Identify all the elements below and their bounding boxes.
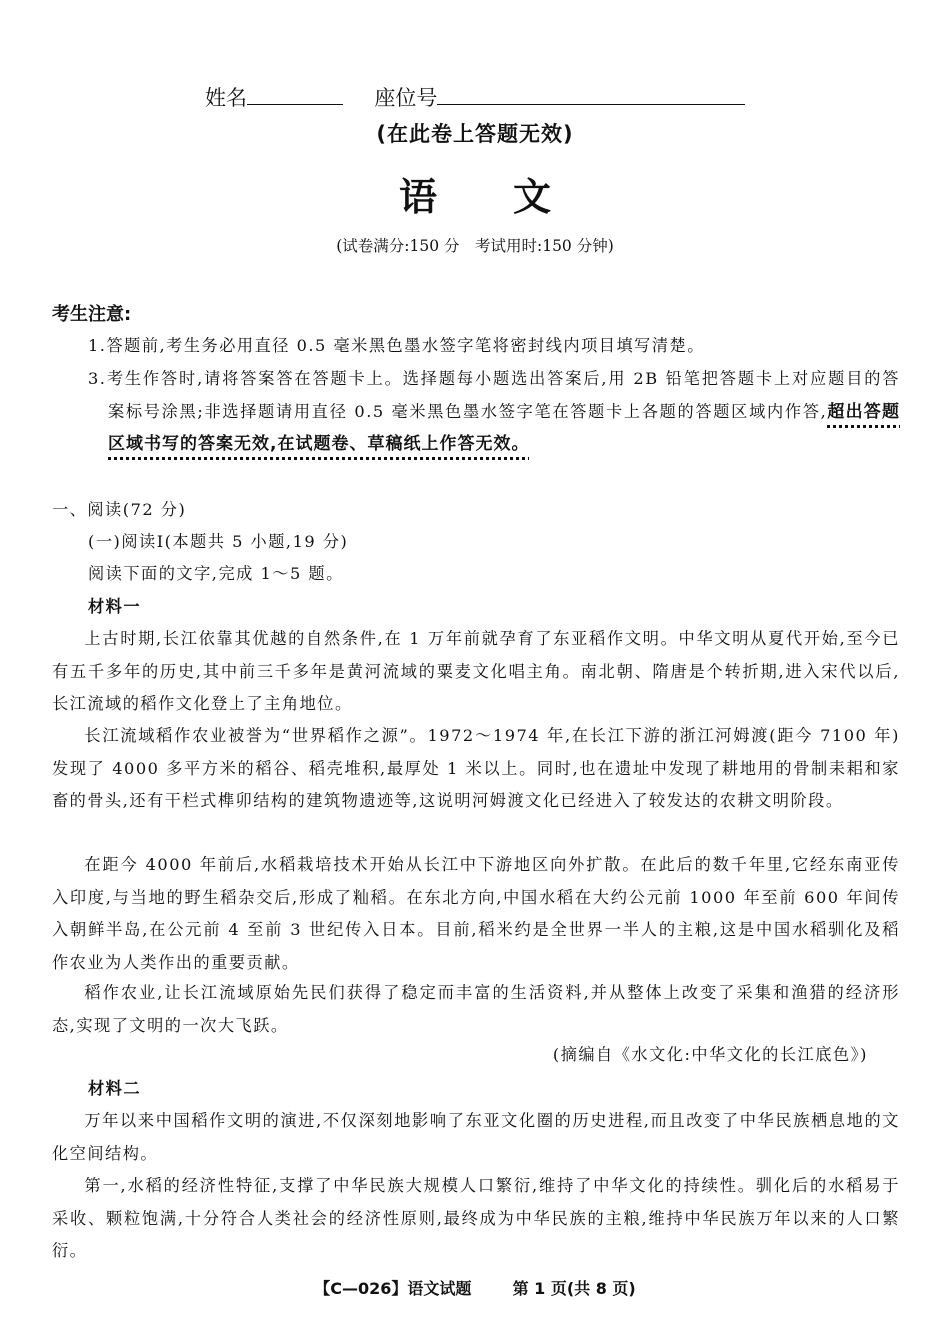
name-label: 姓名: [205, 86, 247, 110]
seat-label: 座位号: [374, 86, 438, 110]
name-field[interactable]: [247, 86, 343, 105]
invalid-notice: (在此卷上答题无效): [376, 122, 574, 146]
name-seat-row: [205, 82, 745, 112]
notice-item-3-emphasis: 超出答题区域书写的答案无效,在试题卷、草稿纸上作答无效。: [108, 401, 900, 454]
footer-page: 第 1 页(共 8 页): [512, 1279, 636, 1298]
footer: [0, 1276, 950, 1299]
notice-item-3: [88, 363, 900, 461]
subject-title: 语 文: [398, 174, 551, 219]
notice-title: 考生注意:: [52, 304, 132, 325]
material1-source: (摘编自《水文化:中华文化的长江底色》): [552, 1045, 868, 1064]
material1-paragraph: 上古时期,长江依靠其优越的自然条件,在 1 万年前就孕育了东亚稻作文明。中华文明从夏代开始,至今已有五千多年的历史,其中前三千多年是黄河流域的粟麦文化唱主角。南北朝、隋唐是个转折期,进入宋代以后,长江流域的稻作文化登上了主角地位。: [52, 629, 900, 713]
material1-paragraph: 在距今 4000 年前后,水稻栽培技术开始从长江中下游地区向外扩散。在此后的数千年里,它经东南亚传入印度,与当地的野生稻杂交后,形成了籼稻。在东北方向,中国水稻在大约公元前 1000 年至前 600 年间传入朝鲜半岛,在公元前 4 至前 3 世纪传入日本。目前,稻米约是全世界一半人的主粮,这是中国水稻驯化及稻作农业为人类作出的重要贡献。: [52, 855, 900, 972]
notice-item-1: 1.答题前,考生务必用直径 0.5 毫米黑色墨水签字笔将密封线内项目填写清楚。: [88, 336, 705, 355]
notice-item-3-text: 3.考生作答时,请将答案答在答题卡上。选择题每小题选出答案后,用 2B 铅笔把答题卡上对应题目的答案标号涂黑;非选择题请用直径 0.5 毫米黑色墨水签字笔在答题卡上各题的答题区域内作答,: [88, 369, 900, 421]
material2-label: 材料二: [88, 1079, 142, 1098]
footer-code: 【C—026】语文试题: [314, 1279, 472, 1298]
section-heading: 一、阅读(72 分): [52, 500, 187, 519]
material1-paragraph: 稻作农业,让长江流域原始先民们获得了稳定而丰富的生活资料,并从整体上改变了采集和渔猎的经济形态,实现了文明的一次大飞跃。: [52, 983, 900, 1035]
sub-heading: (一)阅读Ⅰ(本题共 5 小题,19 分): [88, 532, 349, 551]
material2-paragraph: 万年以来中国稻作文明的演进,不仅深刻地影响了东亚文化圈的历史进程,而且改变了中华民族栖息地的文化空间结构。: [52, 1111, 900, 1163]
material1-label: 材料一: [88, 597, 142, 616]
seat-field[interactable]: [437, 86, 745, 105]
material1-paragraph: 长江流域稻作农业被誉为“世界稻作之源”。1972～1974 年,在长江下游的浙江河姆渡(距今 7100 年)发现了 4000 多平方米的稻谷、稻壳堆积,最厚处 1 米以上。同时,也在遗址中发现了耕地用的骨制耒耜和家畜的骨头,还有干栏式榫卯结构的建筑物遗迹等,这说明河姆渡文化已经进入了较发达的农耕文明阶段。: [52, 726, 900, 810]
material2-paragraph: 第一,水稻的经济性特征,支撑了中华民族大规模人口繁衍,维持了中华文化的持续性。驯化后的水稻易于采收、颗粒饱满,十分符合人类社会的经济性原则,最终成为中华民族的主粮,维持中华民族万年以来的人口繁衍。: [52, 1176, 900, 1260]
exam-info: (试卷满分:150 分 考试用时:150 分钟): [336, 237, 614, 255]
instruction: 阅读下面的文字,完成 1～5 题。: [88, 564, 344, 583]
